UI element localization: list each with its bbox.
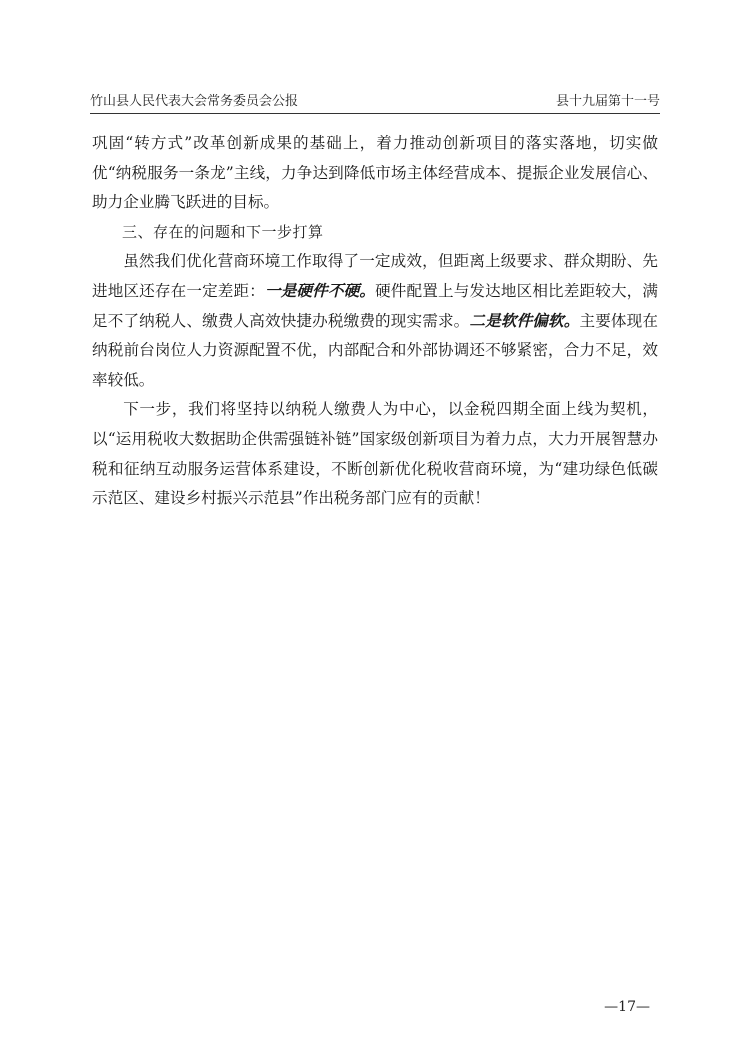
hardware-text: 硬件配置上与发达地区相比差距较大，满足不了纳税人、缴费人高效快捷办税缴费的现实需求。 [92, 281, 658, 330]
emphasis-hardware: 一是硬件不硬。 [264, 281, 376, 300]
gazette-title: 竹山县人民代表大会常务委员会公报 [90, 94, 299, 109]
paragraph-continued: 巩固“转方式”改革创新成果的基础上，着力推动创新项目的落实落地，切实做优“纳税服务一条龙”主线，力争达到降低市场主体经营成本、提振企业发展信心、助力企业腾飞跃进的目标。 [92, 134, 658, 212]
section-heading: 三、存在的问题和下一步打算 [122, 222, 324, 241]
software-text: 主要体现在纳税前台岗位人力资源配置不优，内部配合和外部协调还不够紧密，合力不足，效率较低。 [92, 311, 658, 389]
emphasis-software: 二是软件偏软。 [469, 311, 580, 330]
paragraph-next-steps: 下一步，我们将坚持以纳税人缴费人为中心，以金税四期全面上线为契机，以“运用税收大数据助企供需强链补链”国家级创新项目为着力点，大力开展智慧办税和征纳互动服务运营体系建设，不断创新优化税收营商环境，为“建功绿色低碳示范区、建设乡村振兴示范县”作出税务部门应有的贡献！ [92, 400, 658, 508]
issue-number: 县十九届第十一号 [555, 94, 660, 109]
page-header [90, 92, 660, 112]
page-number: —17— [604, 999, 650, 1015]
header-divider [90, 113, 660, 114]
document-body [92, 129, 658, 514]
paragraph-problems [92, 247, 658, 395]
problems-intro: 虽然我们优化营商环境工作取得了一定成效，但距离上级要求、群众期盼、先进地区还存在一定差距： [92, 252, 658, 300]
